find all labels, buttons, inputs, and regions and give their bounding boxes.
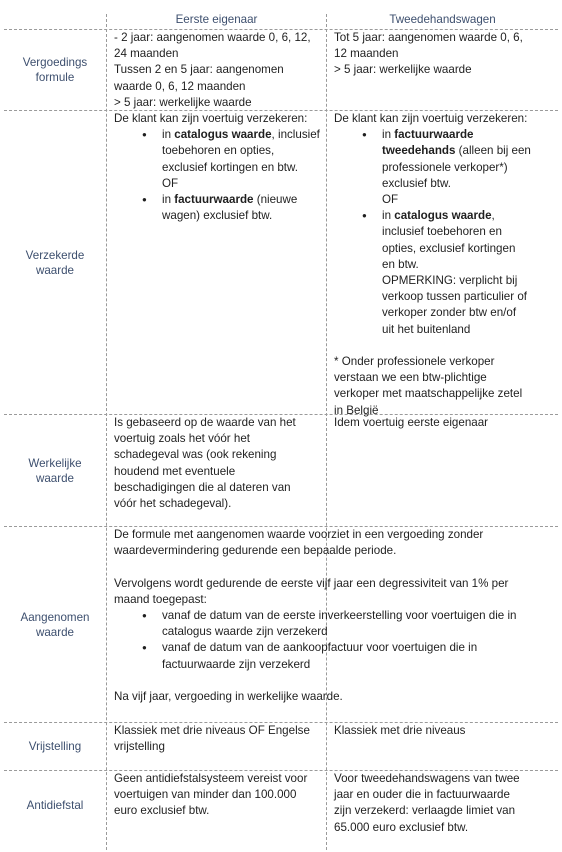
text-line: 12 maanden	[334, 47, 399, 61]
text-line: vóór het schadegeval).	[114, 497, 232, 511]
insured-second-hand	[334, 111, 558, 419]
bold-text: tweedehands	[382, 144, 456, 158]
text-line: toebehoren en opties,	[162, 144, 275, 158]
text: in	[382, 209, 395, 223]
text-line: exclusief kortingen en btw.	[162, 160, 298, 174]
text-line: factuurwaarde zijn verzekerd	[162, 657, 311, 671]
text-line: waarde 0, 6, 12 maanden	[114, 79, 246, 93]
text-line: Tot 5 jaar: aangenomen waarde 0, 6,	[334, 31, 523, 44]
text: in	[382, 128, 395, 142]
text-line: verkoper zonder btw en/of	[382, 306, 517, 320]
text-line: jaar en ouder die in factuurwaarde	[334, 788, 510, 802]
text-line: Idem voertuig eerste eigenaar	[334, 416, 489, 429]
text-line: en btw.	[382, 257, 419, 271]
actual-first-owner	[114, 415, 326, 512]
text-line: opties, exclusief kortingen	[382, 241, 516, 255]
text-line: 24 maanden	[114, 47, 179, 61]
row-label-agreed-text: Aangenomen waarde	[20, 610, 90, 639]
text-line: > 5 jaar: werkelijke waarde	[334, 63, 472, 77]
text-line: Tussen 2 en 5 jaar: aangenomen	[114, 63, 284, 77]
text: , inclusief	[271, 128, 320, 142]
spacer	[334, 338, 558, 354]
row-label-actual-text: Werkelijke waarde	[28, 456, 82, 485]
text-line: OPMERKING: verplicht bij	[382, 274, 518, 288]
text-line: verkoop tussen particulier of	[382, 290, 527, 304]
row-label-deductible-text: Vrijstelling	[28, 740, 82, 753]
spacer	[114, 673, 558, 689]
deductible-second-hand	[334, 723, 556, 739]
row-label-formula-text: Vergoedings formule	[22, 56, 88, 84]
formula-first-owner	[114, 30, 326, 111]
footnote-line: in België	[334, 403, 379, 417]
text-line: Vervolgens wordt gedurende de eerste vijf jaar een degressiviteit van 1% per	[114, 576, 509, 590]
text-line: > 5 jaar: werkelijke waarde	[114, 95, 252, 109]
column-header-second-hand: Tweedehandswagen	[389, 13, 496, 26]
text-line: voertuig zoals het vóór het	[114, 432, 250, 446]
row-label-actual	[6, 415, 104, 526]
bold-text: factuurwaarde	[394, 128, 474, 142]
bullet-item: ● vanaf de datum van de aankoopfactuur voor voertuigen die in	[114, 640, 558, 656]
text-line: 65.000 euro exclusief btw.	[334, 820, 469, 834]
footnote-line: verkoper met maatschappelijke zetel	[334, 387, 523, 401]
text-line: De formule met aangenomen waarde voorziet in een vergoeding zonder	[114, 528, 484, 541]
bold-text: factuurwaarde	[174, 193, 254, 207]
text-line: euro exclusief btw.	[114, 804, 210, 818]
bold-text: catalogus waarde	[394, 209, 492, 223]
spacer	[114, 559, 558, 575]
row-label-deductible	[6, 723, 104, 770]
text-line: Geen antidiefstalsysteem vereist voor	[114, 772, 308, 785]
theft-first-owner	[114, 771, 326, 820]
row-label-theft-text: Antidiefstal	[26, 798, 84, 812]
text-line: Klassiek met drie niveaus OF Engelse	[114, 724, 310, 737]
text-line: maand toegepast:	[114, 592, 207, 606]
column-divider-2	[326, 14, 327, 850]
text-line: exclusief btw.	[382, 176, 451, 190]
text-line: Is gebaseerd op de waarde van het	[114, 416, 296, 429]
text-line: zijn verzekerd: verlaagde limiet van	[334, 804, 516, 818]
footnote-line: * Onder professionele verkoper	[334, 355, 495, 369]
text-line: waardevermindering gedurende een bepaalde periode.	[114, 544, 397, 558]
text: (alleen bij een	[455, 144, 531, 158]
text: (nieuwe	[253, 193, 298, 207]
deductible-first-owner	[114, 723, 326, 755]
text: ,	[491, 209, 495, 223]
bullet-item	[334, 127, 558, 143]
text-line: beschadigingen die al dateren van	[114, 480, 291, 494]
text-line: Voor tweedehandswagens van twee	[334, 772, 520, 785]
text-line: vrijstelling	[114, 740, 165, 754]
row-label-theft	[6, 771, 104, 839]
bullet-item	[114, 192, 326, 208]
text-line	[334, 143, 558, 159]
bullet-item	[334, 208, 558, 224]
text-line: Na vijf jaar, vergoeding in werkelijke waarde.	[114, 690, 343, 703]
formula-second-hand	[334, 30, 556, 79]
row-label-insured	[6, 111, 104, 414]
column-header-first-owner: Eerste eigenaar	[175, 13, 258, 26]
text-line: wagen) exclusief btw.	[162, 209, 273, 223]
row-label-formula	[6, 30, 104, 110]
text-line: - 2 jaar: aangenomen waarde 0, 6, 12,	[114, 31, 311, 44]
actual-second-hand	[334, 415, 556, 431]
text: in	[162, 193, 175, 207]
column-divider-1	[106, 14, 107, 850]
text-line: schadegeval was (ook rekening	[114, 448, 277, 462]
text-line: Klassiek met drie niveaus	[334, 724, 466, 737]
insured-first-owner	[114, 111, 326, 224]
text-line: De klant kan zijn voertuig verzekeren:	[334, 112, 528, 125]
text-line: inclusief toebehoren en	[382, 225, 502, 239]
bold-text: catalogus waarde	[174, 128, 272, 142]
text: in	[162, 128, 175, 142]
agreed-value-text	[114, 527, 558, 705]
row-label-insured-text: Verzekerde waarde	[25, 248, 85, 277]
bullet-item	[114, 127, 326, 143]
row-label-agreed	[6, 527, 104, 722]
text-line: OF	[162, 176, 179, 190]
text-line: De klant kan zijn voertuig verzekeren:	[114, 112, 308, 125]
footnote-line: verstaan we een btw-plichtige	[334, 371, 487, 385]
bullet-item: ● vanaf de datum van de eerste inverkeerstelling voor voertuigen die in	[114, 608, 558, 624]
text-line: uit het buitenland	[382, 322, 471, 336]
theft-second-hand	[334, 771, 556, 836]
text-line: catalogus waarde zijn verzekerd	[162, 625, 328, 639]
text-line: OF	[382, 193, 399, 207]
text-line: voertuigen van minder dan 100.000	[114, 788, 297, 802]
text-line: professionele verkoper*)	[382, 160, 508, 174]
text-line: houdend met eventuele	[114, 464, 236, 478]
